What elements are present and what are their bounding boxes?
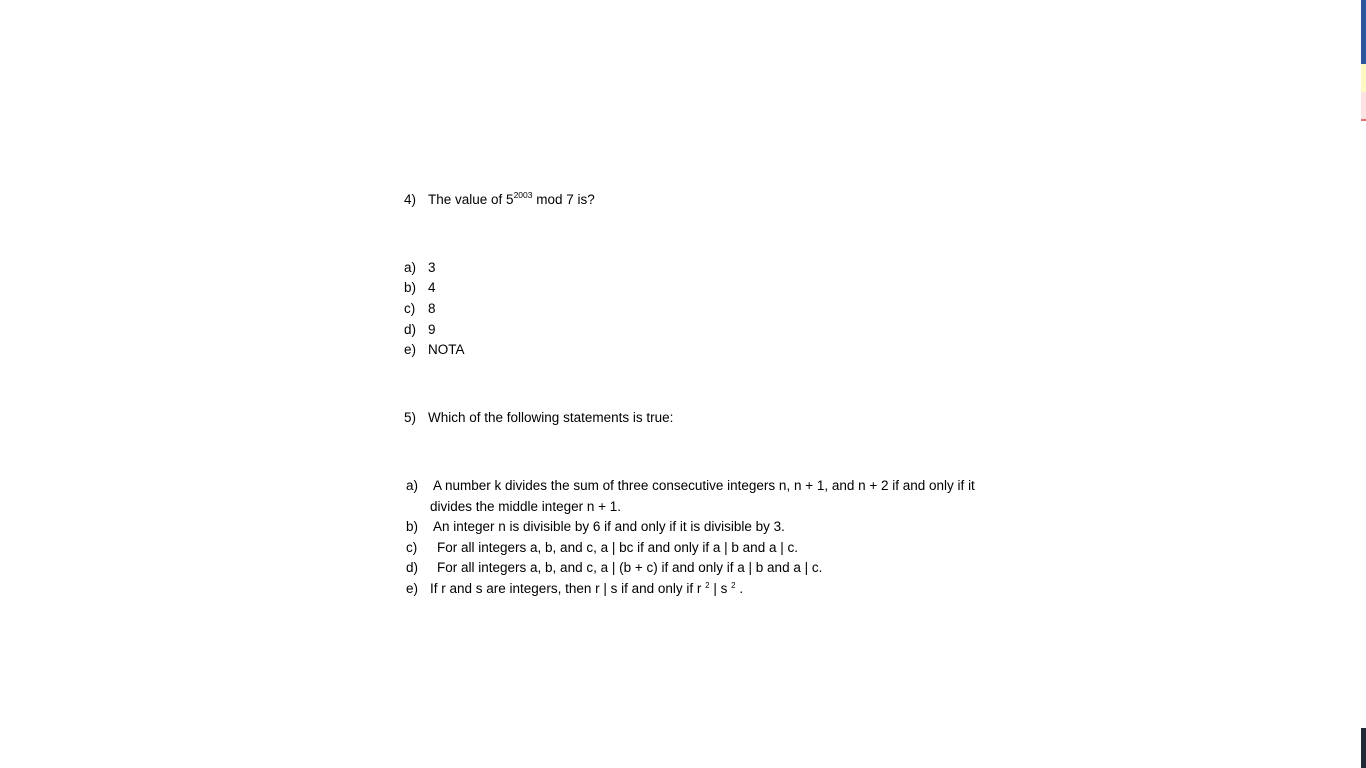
question-text: Which of the following statements is true: xyxy=(428,410,674,425)
option-text: An integer n is divisible by 6 if and only if it is divisible by 3. xyxy=(433,519,785,534)
option-marker: d) xyxy=(404,322,417,337)
option-marker: d) xyxy=(406,560,419,575)
option-marker: c) xyxy=(404,301,416,316)
option-5e xyxy=(406,580,743,598)
option-text: For all integers a, b, and c, a | bc if and only if a | b and a | c. xyxy=(437,540,798,555)
option-marker: b) xyxy=(406,519,419,534)
option-4c xyxy=(404,300,436,318)
question-4 xyxy=(404,191,595,209)
option-text: 8 xyxy=(428,301,436,316)
vertical-scrollbar[interactable] xyxy=(1361,0,1366,768)
question-number: 5) xyxy=(404,410,417,425)
question-5 xyxy=(404,409,673,427)
option-marker: b) xyxy=(404,280,417,295)
scroll-marker-yellow xyxy=(1361,64,1366,92)
option-text: For all integers a, b, and c, a | (b + c) if and only if a | b and a | c. xyxy=(437,560,823,575)
option-marker: a) xyxy=(404,260,417,275)
option-4d xyxy=(404,321,436,339)
scroll-marker-dark xyxy=(1361,728,1366,768)
option-marker: c) xyxy=(406,540,418,555)
option-text-continuation: divides the middle integer n + 1. xyxy=(430,499,621,514)
option-5c xyxy=(406,539,798,557)
option-5a-continuation xyxy=(430,498,621,516)
option-text: NOTA xyxy=(428,342,465,357)
scroll-marker-blue xyxy=(1361,0,1366,64)
scroll-marker-red-line xyxy=(1361,119,1366,121)
option-5b xyxy=(406,518,785,536)
superscript: 2 xyxy=(731,581,736,590)
option-4b xyxy=(404,279,436,297)
exponent: 2003 xyxy=(513,190,533,200)
option-5a xyxy=(406,477,975,495)
superscript: 2 xyxy=(705,581,710,590)
option-text: A number k divides the sum of three consecutive integers n, n + 1, and n + 2 if and only if it xyxy=(433,478,975,493)
option-5d xyxy=(406,559,822,577)
question-number: 4) xyxy=(404,192,417,207)
scroll-marker-pink xyxy=(1361,92,1366,119)
option-4a xyxy=(404,259,436,277)
option-marker: e) xyxy=(404,342,417,357)
option-marker: e) xyxy=(406,581,419,596)
option-4e xyxy=(404,341,465,359)
option-marker: a) xyxy=(406,478,419,493)
option-text: 3 xyxy=(428,260,436,275)
option-text: 9 xyxy=(428,322,436,337)
option-text: If r and s are integers, then r | s if and only if r $^2$ | s $^2$ . xyxy=(430,581,744,596)
question-text: The value of $5^{2003}$ mod 7 is? xyxy=(428,190,595,207)
option-text: 4 xyxy=(428,280,436,295)
